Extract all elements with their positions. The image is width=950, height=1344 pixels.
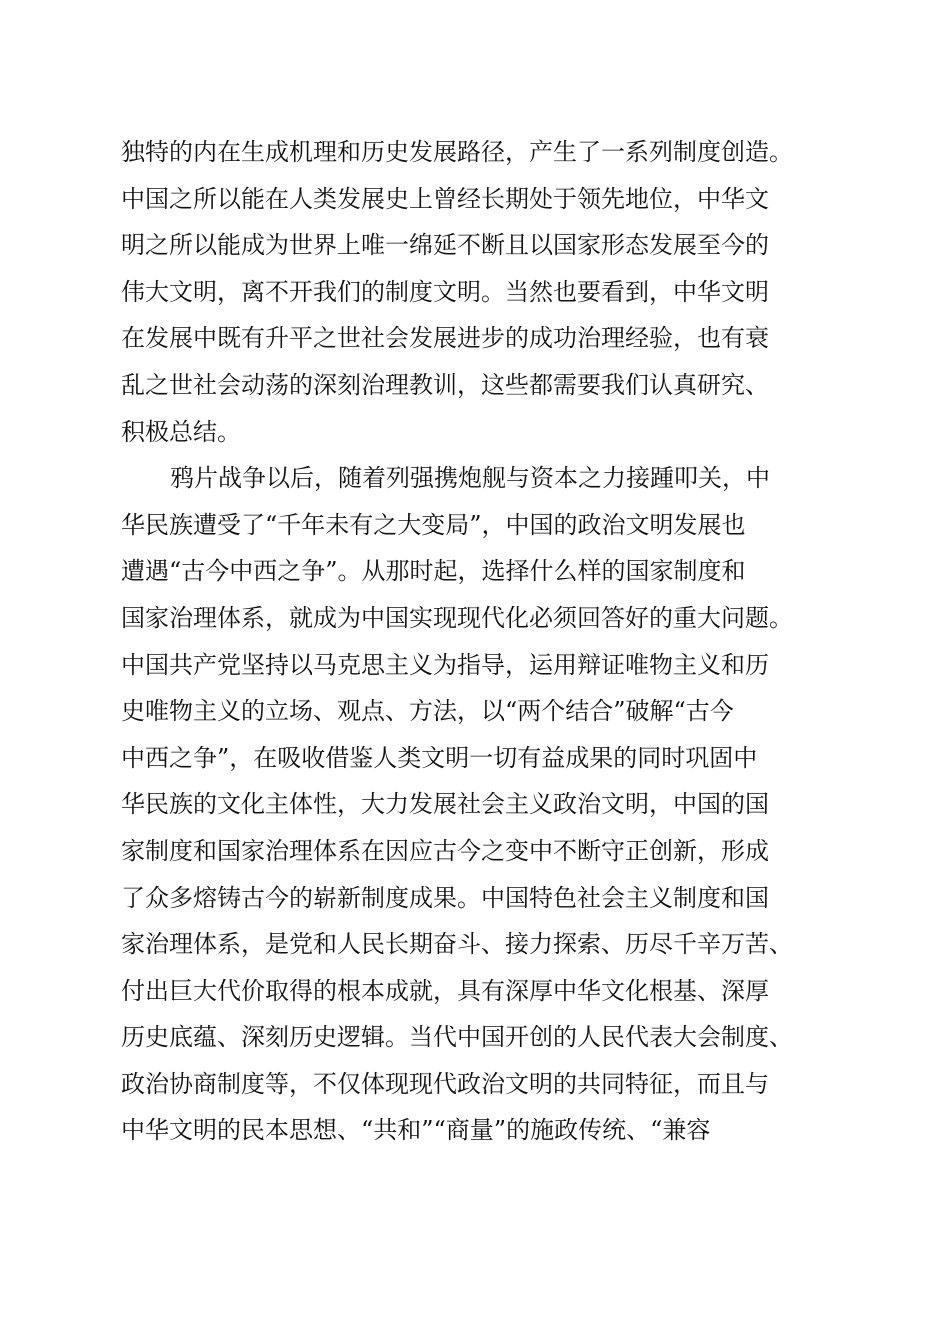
text-line: 鸦片战争以后，随着列强携炮舰与资本之力接踵叩关，中 (170, 464, 770, 493)
body-text (121, 134, 841, 1159)
paragraph-1 (121, 134, 841, 450)
text-line: 中国之所以能在人类发展史上曾经长期处于领先地位，中华文 (121, 184, 769, 213)
text-line: 明之所以能成为世界上唯一绵延不断且以国家形态发展至今的 (121, 231, 769, 260)
text-line: 华民族的文化主体性，大力发展社会主义政治文明，中国的国 (121, 790, 769, 819)
text-line: 华民族遭受了“千年未有之大变局”，中国的政治文明发展也 (121, 510, 746, 539)
text-line: 在发展中既有升平之世社会发展进步的成功治理经验，也有衰 (121, 324, 769, 353)
text-line: 中华文明的民本思想、“共和”“商量”的施政传统、“兼容 (121, 1116, 711, 1145)
text-line: 政治协商制度等，不仅体现现代政治文明的共同特征，而且与 (121, 1069, 769, 1098)
text-line: 国家治理体系，就成为中国实现现代化必须回答好的重大问题。 (121, 603, 793, 632)
text-line: 中西之争”，在吸收借鉴人类文明一切有益成果的同时巩固中 (121, 743, 758, 772)
text-line: 伟大文明，离不开我们的制度文明。当然也要看到，中华文明 (121, 277, 769, 306)
text-line: 历史底蕴、深刻历史逻辑。当代中国开创的人民代表大会制度、 (121, 1023, 793, 1052)
text-line: 了众多熔铸古今的崭新制度成果。中国特色社会主义制度和国 (121, 883, 769, 912)
text-line: 中国共产党坚持以马克思主义为指导，运用辩证唯物主义和历 (121, 650, 769, 679)
text-line: 乱之世社会动荡的深刻治理教训，这些都需要我们认真研究、 (121, 370, 769, 399)
text-line: 家制度和国家治理体系在因应古今之变中不断守正创新，形成 (121, 836, 769, 865)
paragraph-2 (121, 460, 841, 1148)
text-line: 家治理体系，是党和人民长期奋斗、接力探索、历尽千辛万苦、 (121, 930, 793, 959)
text-line: 积极总结。 (121, 417, 241, 446)
text-line: 独特的内在生成机理和历史发展路径，产生了一系列制度创造。 (121, 138, 793, 166)
text-line: 遭遇“古今中西之争”。从那时起，选择什么样的国家制度和 (121, 557, 746, 586)
text-line: 史唯物主义的立场、观点、方法，以“两个结合”破解“古今 (121, 697, 734, 726)
text-line: 付出巨大代价取得的根本成就，具有深厚中华文化根基、深厚 (121, 976, 769, 1005)
